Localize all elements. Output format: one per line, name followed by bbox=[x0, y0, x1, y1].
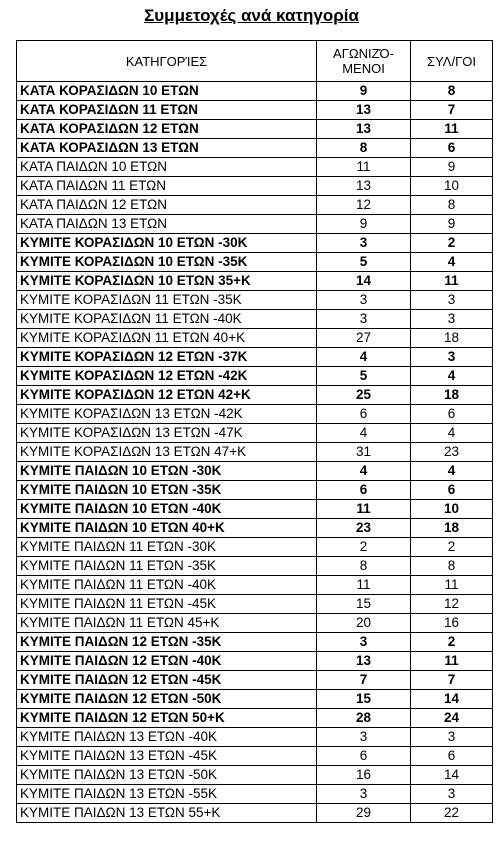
cell-category: ΚΥΜΙΤΕ ΚΟΡΑΣΙΔΩΝ 13 ΕΤΩΝ -47Κ bbox=[17, 424, 317, 443]
cell-athletes: 3 bbox=[317, 633, 411, 652]
table-row bbox=[17, 557, 493, 576]
cell-athletes: 16 bbox=[317, 766, 411, 785]
table-row bbox=[17, 500, 493, 519]
cell-clubs: 8 bbox=[411, 196, 493, 215]
cell-category: ΚΥΜΙΤΕ ΠΑΙΔΩΝ 10 ΕΤΩΝ -30Κ bbox=[17, 462, 317, 481]
table-row bbox=[17, 614, 493, 633]
table-row bbox=[17, 291, 493, 310]
cell-category: ΚΥΜΙΤΕ ΚΟΡΑΣΙΔΩΝ 11 ΕΤΩΝ -35Κ bbox=[17, 291, 317, 310]
cell-clubs: 14 bbox=[411, 766, 493, 785]
header-clubs: ΣΥΛ/ΓΟΙ bbox=[411, 41, 493, 82]
cell-athletes: 9 bbox=[317, 82, 411, 101]
cell-category: ΚΑΤΑ ΚΟΡΑΣΙΔΩΝ 10 ΕΤΩΝ bbox=[17, 82, 317, 101]
table-row bbox=[17, 310, 493, 329]
cell-clubs: 11 bbox=[411, 272, 493, 291]
cell-clubs: 3 bbox=[411, 310, 493, 329]
cell-athletes: 29 bbox=[317, 804, 411, 823]
table-row bbox=[17, 348, 493, 367]
table-row bbox=[17, 519, 493, 538]
cell-category: ΚΥΜΙΤΕ ΠΑΙΔΩΝ 10 ΕΤΩΝ 40+Κ bbox=[17, 519, 317, 538]
cell-athletes: 7 bbox=[317, 671, 411, 690]
cell-athletes: 5 bbox=[317, 367, 411, 386]
table-row bbox=[17, 196, 493, 215]
cell-athletes: 13 bbox=[317, 120, 411, 139]
cell-category: ΚΥΜΙΤΕ ΠΑΙΔΩΝ 13 ΕΤΩΝ 55+Κ bbox=[17, 804, 317, 823]
cell-athletes: 13 bbox=[317, 652, 411, 671]
cell-clubs: 11 bbox=[411, 120, 493, 139]
cell-clubs: 23 bbox=[411, 443, 493, 462]
cell-clubs: 3 bbox=[411, 348, 493, 367]
table-row bbox=[17, 234, 493, 253]
cell-clubs: 16 bbox=[411, 614, 493, 633]
cell-category: ΚΥΜΙΤΕ ΠΑΙΔΩΝ 13 ΕΤΩΝ -50Κ bbox=[17, 766, 317, 785]
cell-category: ΚΥΜΙΤΕ ΚΟΡΑΣΙΔΩΝ 10 ΕΤΩΝ 35+Κ bbox=[17, 272, 317, 291]
cell-clubs: 12 bbox=[411, 595, 493, 614]
cell-category: ΚΥΜΙΤΕ ΠΑΙΔΩΝ 11 ΕΤΩΝ 45+Κ bbox=[17, 614, 317, 633]
table-row bbox=[17, 709, 493, 728]
table-body bbox=[17, 82, 493, 823]
table-row bbox=[17, 139, 493, 158]
cell-category: ΚΑΤΑ ΠΑΙΔΩΝ 13 ΕΤΩΝ bbox=[17, 215, 317, 234]
cell-clubs: 4 bbox=[411, 253, 493, 272]
categories-table bbox=[16, 40, 493, 823]
cell-athletes: 4 bbox=[317, 348, 411, 367]
cell-clubs: 2 bbox=[411, 633, 493, 652]
cell-athletes: 6 bbox=[317, 405, 411, 424]
table-row bbox=[17, 652, 493, 671]
cell-athletes: 3 bbox=[317, 728, 411, 747]
cell-category: ΚΥΜΙΤΕ ΠΑΙΔΩΝ 12 ΕΤΩΝ -40Κ bbox=[17, 652, 317, 671]
cell-athletes: 14 bbox=[317, 272, 411, 291]
cell-athletes: 15 bbox=[317, 595, 411, 614]
cell-clubs: 8 bbox=[411, 557, 493, 576]
cell-athletes: 13 bbox=[317, 177, 411, 196]
table-row bbox=[17, 595, 493, 614]
cell-clubs: 3 bbox=[411, 291, 493, 310]
cell-clubs: 7 bbox=[411, 101, 493, 120]
cell-clubs: 2 bbox=[411, 538, 493, 557]
cell-category: ΚΥΜΙΤΕ ΚΟΡΑΣΙΔΩΝ 12 ΕΤΩΝ 42+Κ bbox=[17, 386, 317, 405]
table-row bbox=[17, 272, 493, 291]
cell-athletes: 8 bbox=[317, 557, 411, 576]
table-row bbox=[17, 576, 493, 595]
cell-category: ΚΥΜΙΤΕ ΠΑΙΔΩΝ 13 ΕΤΩΝ -45Κ bbox=[17, 747, 317, 766]
cell-athletes: 13 bbox=[317, 101, 411, 120]
cell-clubs: 7 bbox=[411, 671, 493, 690]
cell-category: ΚΑΤΑ ΠΑΙΔΩΝ 11 ΕΤΩΝ bbox=[17, 177, 317, 196]
cell-category: ΚΥΜΙΤΕ ΠΑΙΔΩΝ 12 ΕΤΩΝ -50Κ bbox=[17, 690, 317, 709]
table-row bbox=[17, 386, 493, 405]
table-row bbox=[17, 101, 493, 120]
header-category: ΚΑΤΗΓΟΡΊΕΣ bbox=[17, 41, 317, 82]
cell-athletes: 3 bbox=[317, 234, 411, 253]
cell-clubs: 9 bbox=[411, 215, 493, 234]
cell-athletes: 2 bbox=[317, 538, 411, 557]
cell-category: ΚΥΜΙΤΕ ΠΑΙΔΩΝ 13 ΕΤΩΝ -40Κ bbox=[17, 728, 317, 747]
cell-athletes: 11 bbox=[317, 158, 411, 177]
cell-athletes: 31 bbox=[317, 443, 411, 462]
table-row bbox=[17, 424, 493, 443]
table-row bbox=[17, 538, 493, 557]
table-row bbox=[17, 120, 493, 139]
cell-category: ΚΑΤΑ ΠΑΙΔΩΝ 12 ΕΤΩΝ bbox=[17, 196, 317, 215]
table-row bbox=[17, 367, 493, 386]
cell-category: ΚΥΜΙΤΕ ΠΑΙΔΩΝ 11 ΕΤΩΝ -45Κ bbox=[17, 595, 317, 614]
cell-athletes: 6 bbox=[317, 747, 411, 766]
cell-clubs: 11 bbox=[411, 576, 493, 595]
cell-athletes: 8 bbox=[317, 139, 411, 158]
header-row bbox=[17, 41, 493, 82]
cell-category: ΚΥΜΙΤΕ ΚΟΡΑΣΙΔΩΝ 10 ΕΤΩΝ -35Κ bbox=[17, 253, 317, 272]
cell-category: ΚΥΜΙΤΕ ΠΑΙΔΩΝ 12 ΕΤΩΝ -35Κ bbox=[17, 633, 317, 652]
cell-clubs: 14 bbox=[411, 690, 493, 709]
table-row bbox=[17, 405, 493, 424]
header-athletes-line1: ΑΓΩΝΙΖΌ- bbox=[333, 46, 394, 61]
cell-athletes: 11 bbox=[317, 576, 411, 595]
cell-category: ΚΑΤΑ ΚΟΡΑΣΙΔΩΝ 11 ΕΤΩΝ bbox=[17, 101, 317, 120]
cell-athletes: 27 bbox=[317, 329, 411, 348]
cell-category: ΚΥΜΙΤΕ ΠΑΙΔΩΝ 11 ΕΤΩΝ -40Κ bbox=[17, 576, 317, 595]
table-row bbox=[17, 804, 493, 823]
table-row bbox=[17, 690, 493, 709]
cell-athletes: 23 bbox=[317, 519, 411, 538]
cell-clubs: 6 bbox=[411, 139, 493, 158]
table-row bbox=[17, 747, 493, 766]
table-row bbox=[17, 785, 493, 804]
table-row bbox=[17, 177, 493, 196]
document-title: Συμμετοχές ανά κατηγορία bbox=[144, 6, 359, 25]
table-row bbox=[17, 671, 493, 690]
cell-athletes: 12 bbox=[317, 196, 411, 215]
cell-category: ΚΥΜΙΤΕ ΠΑΙΔΩΝ 11 ΕΤΩΝ -30Κ bbox=[17, 538, 317, 557]
table-row bbox=[17, 215, 493, 234]
header-athletes bbox=[317, 41, 411, 82]
cell-category: ΚΑΤΑ ΠΑΙΔΩΝ 10 ΕΤΩΝ bbox=[17, 158, 317, 177]
cell-category: ΚΥΜΙΤΕ ΚΟΡΑΣΙΔΩΝ 11 ΕΤΩΝ 40+Κ bbox=[17, 329, 317, 348]
cell-athletes: 4 bbox=[317, 424, 411, 443]
cell-clubs: 10 bbox=[411, 177, 493, 196]
cell-athletes: 15 bbox=[317, 690, 411, 709]
cell-athletes: 6 bbox=[317, 481, 411, 500]
table-row bbox=[17, 766, 493, 785]
cell-category: ΚΥΜΙΤΕ ΠΑΙΔΩΝ 13 ΕΤΩΝ -55Κ bbox=[17, 785, 317, 804]
cell-category: ΚΥΜΙΤΕ ΠΑΙΔΩΝ 10 ΕΤΩΝ -35Κ bbox=[17, 481, 317, 500]
cell-clubs: 4 bbox=[411, 367, 493, 386]
table-row bbox=[17, 728, 493, 747]
cell-athletes: 9 bbox=[317, 215, 411, 234]
cell-category: ΚΑΤΑ ΚΟΡΑΣΙΔΩΝ 13 ΕΤΩΝ bbox=[17, 139, 317, 158]
cell-category: ΚΥΜΙΤΕ ΚΟΡΑΣΙΔΩΝ 10 ΕΤΩΝ -30Κ bbox=[17, 234, 317, 253]
cell-clubs: 10 bbox=[411, 500, 493, 519]
cell-clubs: 8 bbox=[411, 82, 493, 101]
cell-category: ΚΥΜΙΤΕ ΚΟΡΑΣΙΔΩΝ 11 ΕΤΩΝ -40Κ bbox=[17, 310, 317, 329]
table-row bbox=[17, 329, 493, 348]
cell-category: ΚΥΜΙΤΕ ΚΟΡΑΣΙΔΩΝ 13 ΕΤΩΝ 47+Κ bbox=[17, 443, 317, 462]
table-header bbox=[17, 41, 493, 82]
cell-category: ΚΥΜΙΤΕ ΠΑΙΔΩΝ 12 ΕΤΩΝ -45Κ bbox=[17, 671, 317, 690]
cell-clubs: 11 bbox=[411, 652, 493, 671]
table-row bbox=[17, 82, 493, 101]
cell-athletes: 28 bbox=[317, 709, 411, 728]
table-row bbox=[17, 158, 493, 177]
table-row bbox=[17, 462, 493, 481]
cell-clubs: 18 bbox=[411, 386, 493, 405]
table-row bbox=[17, 443, 493, 462]
cell-athletes: 25 bbox=[317, 386, 411, 405]
table-row bbox=[17, 253, 493, 272]
cell-athletes: 3 bbox=[317, 310, 411, 329]
header-athletes-line2: ΜΕΝΟΙ bbox=[342, 61, 385, 76]
cell-clubs: 3 bbox=[411, 728, 493, 747]
cell-athletes: 3 bbox=[317, 291, 411, 310]
cell-clubs: 6 bbox=[411, 747, 493, 766]
cell-athletes: 3 bbox=[317, 785, 411, 804]
cell-clubs: 4 bbox=[411, 462, 493, 481]
cell-category: ΚΥΜΙΤΕ ΠΑΙΔΩΝ 11 ΕΤΩΝ -35Κ bbox=[17, 557, 317, 576]
table-row bbox=[17, 481, 493, 500]
cell-clubs: 2 bbox=[411, 234, 493, 253]
cell-category: ΚΥΜΙΤΕ ΠΑΙΔΩΝ 12 ΕΤΩΝ 50+Κ bbox=[17, 709, 317, 728]
cell-clubs: 3 bbox=[411, 785, 493, 804]
cell-athletes: 20 bbox=[317, 614, 411, 633]
cell-athletes: 5 bbox=[317, 253, 411, 272]
cell-category: ΚΑΤΑ ΚΟΡΑΣΙΔΩΝ 12 ΕΤΩΝ bbox=[17, 120, 317, 139]
cell-clubs: 6 bbox=[411, 405, 493, 424]
cell-category: ΚΥΜΙΤΕ ΚΟΡΑΣΙΔΩΝ 12 ΕΤΩΝ -37Κ bbox=[17, 348, 317, 367]
cell-clubs: 24 bbox=[411, 709, 493, 728]
cell-category: ΚΥΜΙΤΕ ΚΟΡΑΣΙΔΩΝ 13 ΕΤΩΝ -42Κ bbox=[17, 405, 317, 424]
cell-clubs: 18 bbox=[411, 519, 493, 538]
cell-category: ΚΥΜΙΤΕ ΚΟΡΑΣΙΔΩΝ 12 ΕΤΩΝ -42Κ bbox=[17, 367, 317, 386]
table-row bbox=[17, 633, 493, 652]
cell-athletes: 4 bbox=[317, 462, 411, 481]
cell-clubs: 9 bbox=[411, 158, 493, 177]
cell-clubs: 4 bbox=[411, 424, 493, 443]
cell-category: ΚΥΜΙΤΕ ΠΑΙΔΩΝ 10 ΕΤΩΝ -40Κ bbox=[17, 500, 317, 519]
cell-clubs: 18 bbox=[411, 329, 493, 348]
cell-clubs: 22 bbox=[411, 804, 493, 823]
cell-clubs: 6 bbox=[411, 481, 493, 500]
cell-athletes: 11 bbox=[317, 500, 411, 519]
